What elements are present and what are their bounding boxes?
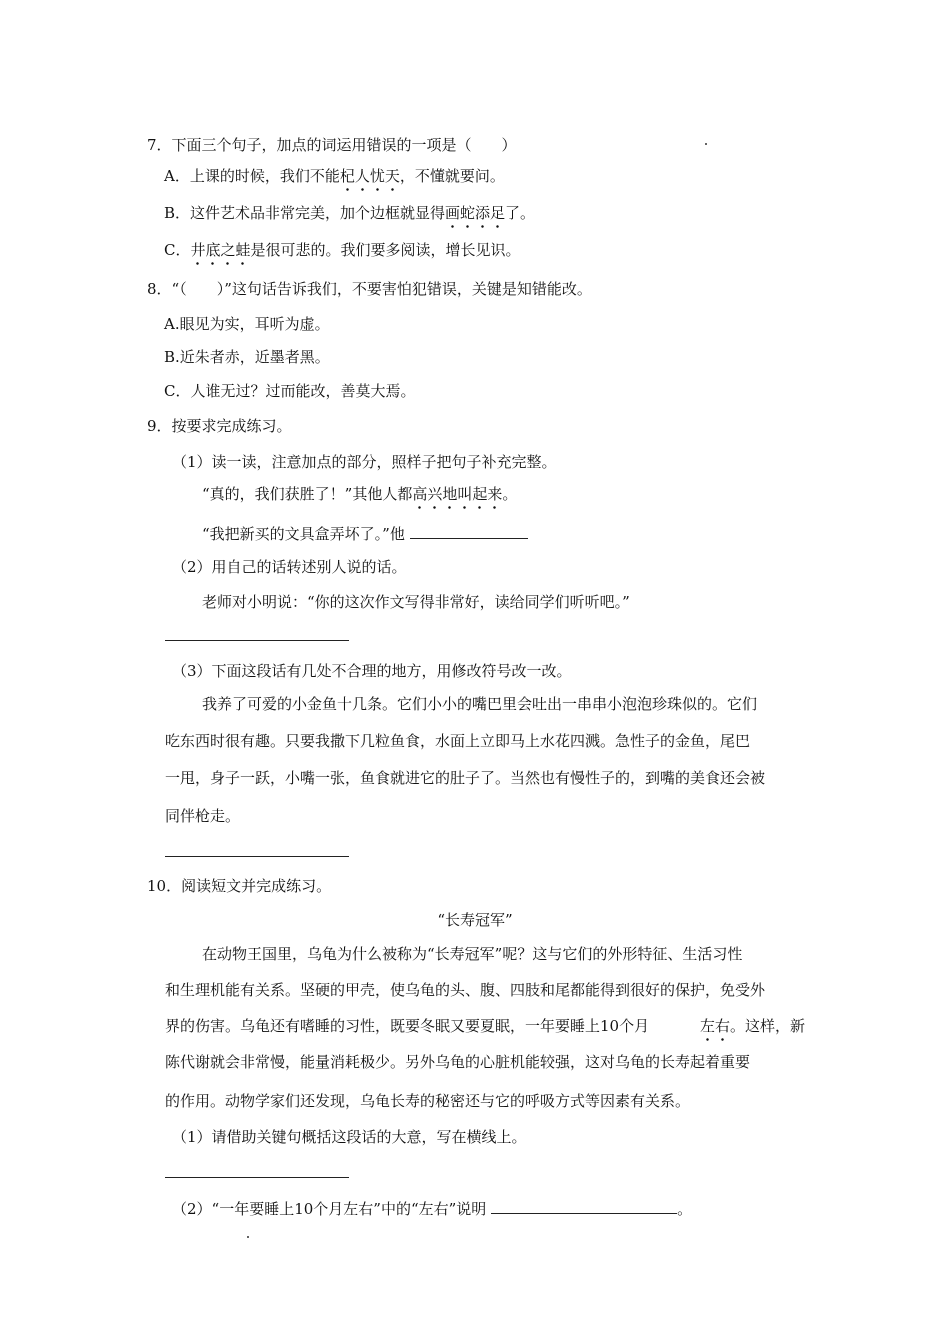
q10-passage-title: “长寿冠军” (437, 911, 513, 929)
q9-part2: （2）用自己的话转述别人说的话。 (172, 558, 407, 576)
q7-stem: 7．下面三个句子，加点的词运用错误的一项是（ ） (147, 136, 517, 154)
q7-option-a: A．上课的时候，我们不能杞人忧天，不懂就要问。 (164, 167, 505, 185)
q9-answer-blank[interactable] (410, 522, 528, 539)
q9-para-line-2: 吃东西时很有趣。只要我撒下几粒鱼食，水面上立即马上水花四溅。急性子的金鱼，尾巴 (165, 732, 751, 750)
q9-fill-line: “我把新买的文具盒弄坏了。”他 (202, 522, 528, 544)
q9-stem: 9．按要求完成练习。 (147, 417, 292, 435)
q9-example-dotted: 高兴地叫起来 (412, 485, 503, 503)
q10-para-line-1: 在动物王国里，乌龟为什么被称为“长寿冠军”呢？这与它们的外形特征、生活习性 (202, 945, 743, 963)
q10-para-line-2: 和生理机能有关系。坚硬的甲壳，使乌龟的头、腹、四肢和尾都能得到很好的保护，免受外 (165, 981, 766, 999)
q7-c-dotted: 井底之蛙 (190, 241, 251, 259)
q10-part2-answer-blank[interactable] (491, 1197, 677, 1214)
q9-example: “真的，我们获胜了！”其他人都高兴地叫起来。 (202, 485, 518, 503)
q10-para-line-3: 界的伤害。乌龟还有嗜睡的习性，既要冬眠又要夏眠，一年要睡上10个月 (165, 1017, 650, 1035)
q10-para-line-4: 陈代谢就会非常慢，能量消耗极少。另外乌龟的心脏机能较强，这对乌龟的长寿起着重要 (165, 1053, 751, 1071)
q9-part3-answer-line[interactable] (165, 856, 349, 857)
q9-part3: （3）下面这段话有几处不合理的地方，用修改符号改一改。 (172, 662, 572, 680)
q9-para-line-4: 同伴枪走。 (165, 807, 241, 825)
q10-stem: 10．阅读短文并完成练习。 (147, 877, 332, 895)
q10-para-line-3-tail: 左右。这样，新 (700, 1017, 806, 1035)
q10-part1-answer-line[interactable] (165, 1177, 349, 1178)
q9-part2-answer-line[interactable] (165, 640, 349, 641)
q7-option-b: B．这件艺术品非常完美，加个边框就显得画蛇添足了。 (164, 204, 536, 222)
q10-para-line-5: 的作用。动物学家们还发现，乌龟长寿的秘密还与它的呼吸方式等因素有关系。 (165, 1092, 691, 1110)
q9-para-line-3: 一甩，身子一跃，小嘴一张，鱼食就进它的肚子了。当然也有慢性子的，到嘴的美食还会被 (165, 769, 766, 787)
q7-a-dotted: 杞人忧天 (339, 167, 400, 185)
q8-option-b: B.近朱者赤，近墨者黑。 (164, 348, 330, 366)
q8-option-c: C．人谁无过？过而能改，善莫大焉。 (164, 382, 416, 400)
q8-option-a: A.眼见为实，耳听为虚。 (164, 315, 330, 333)
q7-b-dotted: 画蛇添足 (445, 204, 506, 222)
q10-part1: （1）请借助关键句概括这段话的大意，写在横线上。 (172, 1128, 527, 1146)
stray-mark (247, 1236, 249, 1238)
q9-para-line-1: 我养了可爱的小金鱼十几条。它们小小的嘴巴里会吐出一串串小泡泡珍珠似的。它们 (202, 695, 758, 713)
q10-dotted-zuoyou: 左右 (700, 1017, 731, 1035)
q8-stem: 8．“（ ）”这句话告诉我们，不要害怕犯错误，关键是知错能改。 (147, 280, 592, 298)
q9-part1: （1）读一读，注意加点的部分，照样子把句子补充完整。 (172, 453, 557, 471)
q10-part2: （2）“一年要睡上10个月左右”中的“左右”说明 。 (172, 1197, 692, 1219)
q7-option-c: C．井底之蛙是很可悲的。我们要多阅读，增长见识。 (164, 241, 521, 259)
q9-quote: 老师对小明说：“你的这次作文写得非常好，读给同学们听听吧。” (202, 593, 630, 611)
stray-mark (705, 143, 707, 145)
